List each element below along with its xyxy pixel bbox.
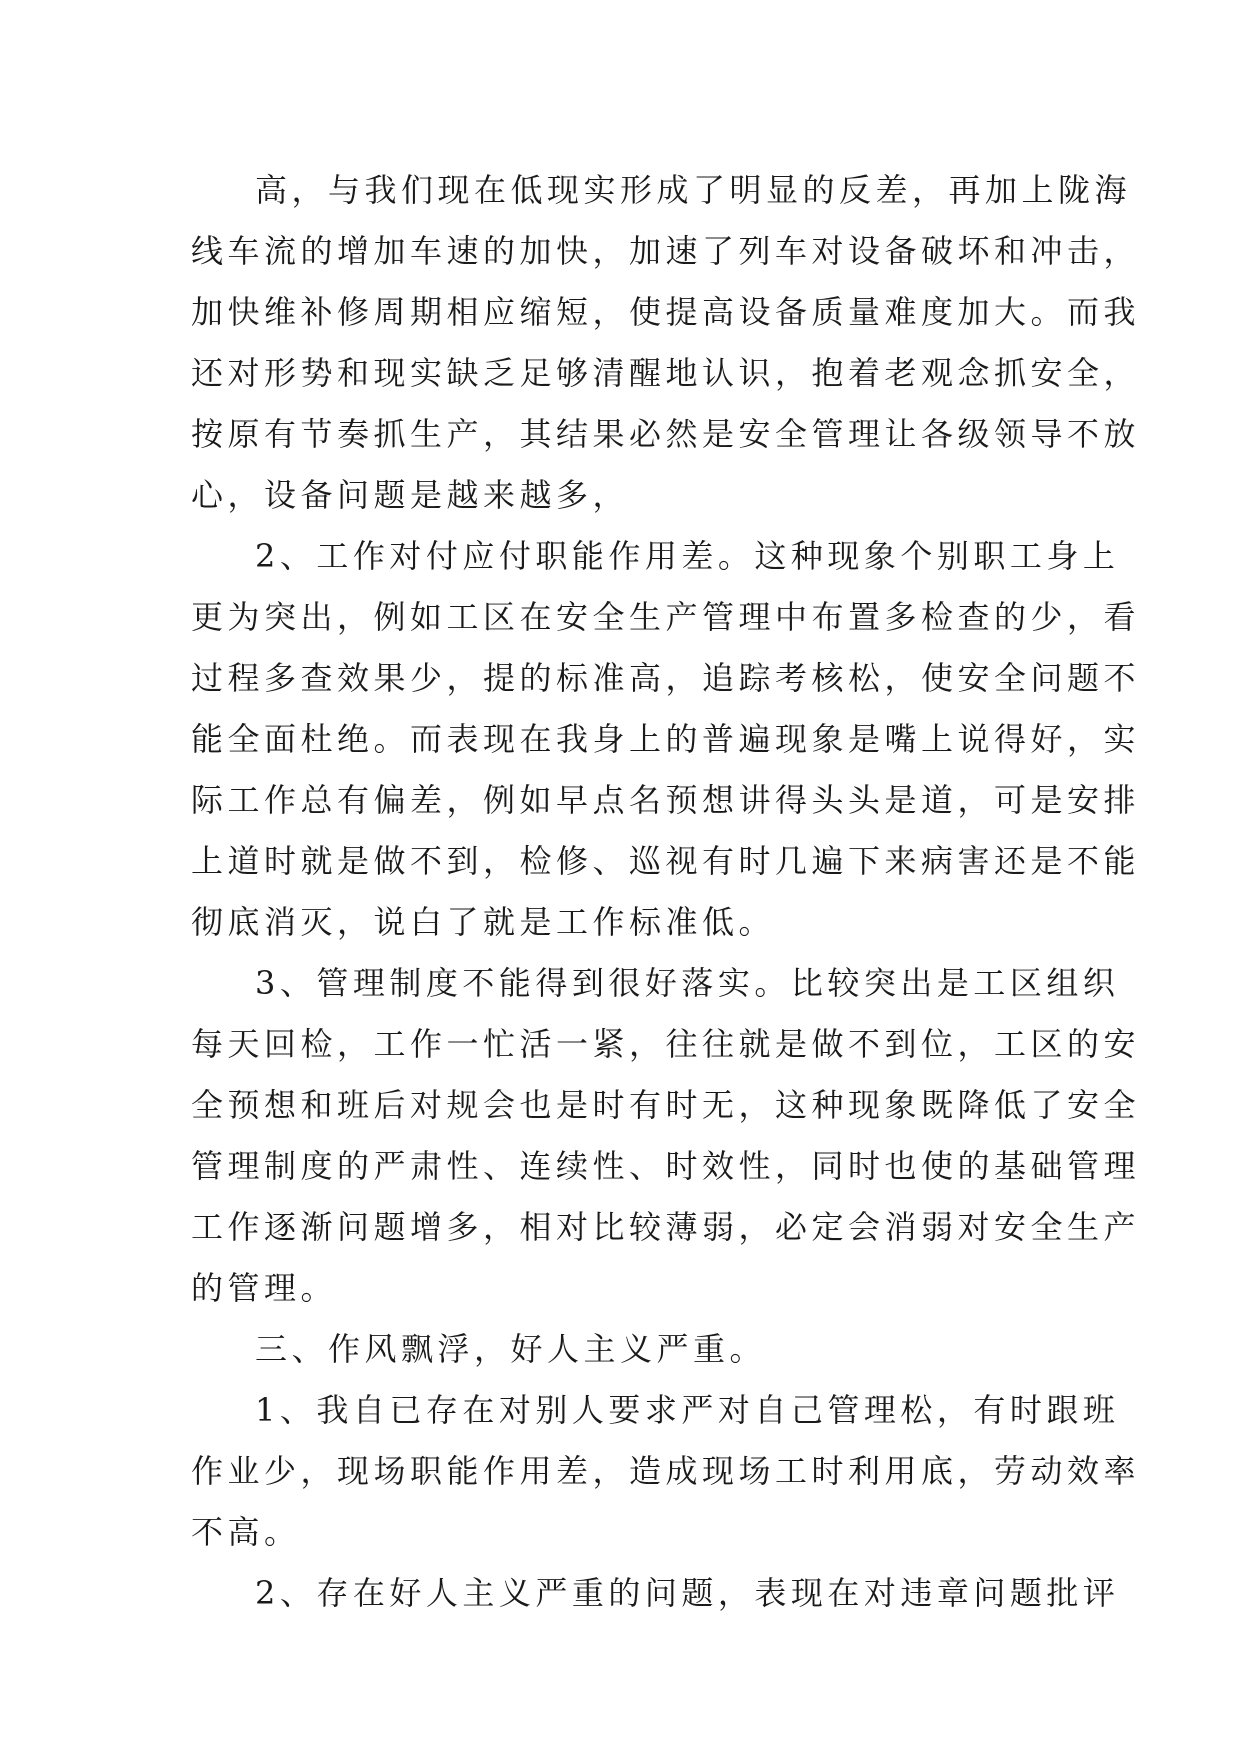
text-line: 不高。 [191, 1513, 301, 1551]
text-line: 的管理。 [191, 1269, 338, 1307]
text-line: 过程多查效果少，提的标准高，追踪考核松，使安全问题不 [191, 659, 1141, 697]
text-line: 1、我自已存在对别人要求严对自己管理松，有时跟班 [255, 1391, 1120, 1429]
text-line: 更为突出，例如工区在安全生产管理中布置多检查的少，看 [191, 598, 1141, 636]
text-line: 高，与我们现在低现实形成了明显的反差，再加上陇海 [255, 171, 1132, 209]
text-line: 心，设备问题是越来越多， [191, 476, 630, 514]
text-line: 全预想和班后对规会也是时有时无，这种现象既降低了安全 [191, 1086, 1141, 1124]
text-line: 3、管理制度不能得到很好落实。比较突出是工区组织 [255, 964, 1120, 1002]
text-line: 上道时就是做不到，检修、巡视有时几遍下来病害还是不能 [191, 842, 1141, 880]
text-line: 管理制度的严肃性、连续性、时效性，同时也使的基础管理 [191, 1147, 1141, 1185]
text-line: 线车流的增加车速的加快，加速了列车对设备破坏和冲击， [191, 232, 1141, 270]
text-line: 按原有节奏抓生产，其结果必然是安全管理让各级领导不放 [191, 415, 1141, 453]
text-line: 工作逐渐问题增多，相对比较薄弱，必定会消弱对安全生产 [191, 1208, 1141, 1246]
text-line: 彻底消灭，说白了就是工作标准低。 [191, 903, 776, 941]
text-line: 能全面杜绝。而表现在我身上的普遍现象是嘴上说得好，实 [191, 720, 1141, 758]
document-body [191, 160, 1141, 1624]
text-line: 作业少，现场职能作用差，造成现场工时利用底，劳动效率 [191, 1452, 1141, 1490]
text-line: 2、工作对付应付职能作用差。这种现象个别职工身上 [255, 537, 1120, 575]
text-line: 还对形势和现实缺乏足够清醒地认识，抱着老观念抓安全， [191, 354, 1141, 392]
text-line: 2、存在好人主义严重的问题，表现在对违章问题批评 [255, 1574, 1120, 1612]
text-line: 际工作总有偏差，例如早点名预想讲得头头是道，可是安排 [191, 781, 1141, 819]
section-heading: 三、作风飘浮，好人主义严重。 [255, 1330, 767, 1368]
text-line: 加快维补修周期相应缩短，使提高设备质量难度加大。而我 [191, 293, 1141, 331]
text-line: 每天回检，工作一忙活一紧，往往就是做不到位，工区的安 [191, 1025, 1141, 1063]
